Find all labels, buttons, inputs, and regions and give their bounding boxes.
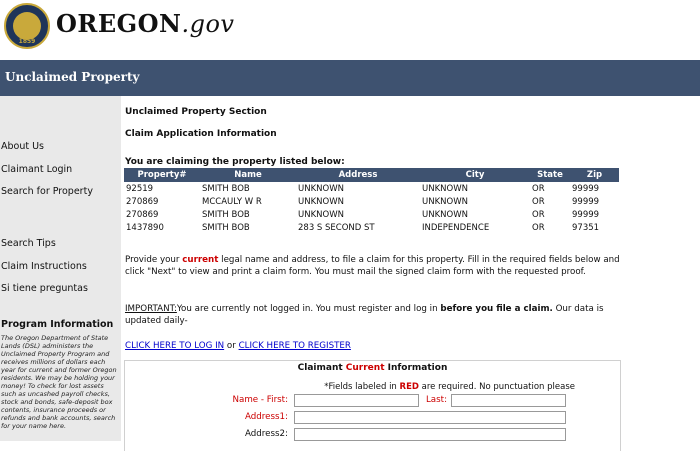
sidebar-item-search-tips[interactable]: Search Tips	[1, 238, 56, 249]
cell-state: OR	[532, 183, 545, 194]
page-subtitle: Claim Application Information	[125, 129, 277, 139]
sidebar-item-claim-instructions[interactable]: Claim Instructions	[1, 261, 87, 272]
last-name-label: Last:	[425, 395, 447, 405]
cell-name: SMITH BOB	[202, 183, 250, 194]
register-link[interactable]: CLICK HERE TO REGISTER	[238, 341, 351, 351]
table-header-row	[124, 168, 619, 182]
col-header-state: State	[530, 168, 570, 182]
seal-emblem	[13, 12, 41, 40]
instructions-text	[125, 254, 620, 278]
form-title-pre: Claimant	[297, 363, 346, 373]
important-label: IMPORTANT:	[125, 304, 177, 314]
form-title	[125, 363, 620, 373]
cell-zip: 99999	[572, 209, 600, 220]
oregon-seal-logo[interactable]	[4, 3, 50, 49]
first-name-label: Name - First:	[232, 395, 288, 405]
claimant-form	[124, 360, 621, 451]
cell-city: UNKNOWN	[422, 196, 468, 207]
important-notice	[125, 303, 620, 327]
address2-label: Address2:	[244, 429, 288, 439]
banner-title: Unclaimed Property	[5, 70, 140, 84]
cell-zip: 99999	[572, 183, 600, 194]
note-red: RED	[399, 382, 419, 392]
program-info-text: The Oregon Department of State Lands (DSL) administers the Unclaimed Property Program and receives millions of dollars each year for current and former Oregon residents. We may be holding your money! To check for lost assets such as uncashed payroll checks, stock and bonds, safe-deposit box contents, insurance proceeds or refunds and bank accounts, search for your name here.	[1, 334, 117, 430]
cell-zip: 97351	[572, 222, 600, 233]
instructions-current: current	[182, 255, 219, 265]
last-name-input[interactable]	[451, 394, 566, 407]
note-post: are required. No punctuation please	[418, 382, 575, 392]
cell-state: OR	[532, 196, 545, 207]
sidebar-item-si-tiene-preguntas[interactable]: Si tiene preguntas	[1, 283, 88, 294]
cell-name: SMITH BOB	[202, 209, 250, 220]
cell-address: UNKNOWN	[298, 209, 344, 220]
program-info-title: Program Information	[1, 319, 114, 330]
address2-input[interactable]	[294, 428, 566, 441]
table-row	[124, 195, 619, 208]
cell-name: MCCAULY W R	[202, 196, 262, 207]
property-table	[124, 168, 619, 234]
cell-address: 283 S SECOND ST	[298, 222, 375, 233]
first-name-input[interactable]	[294, 394, 419, 407]
cell-state: OR	[532, 209, 545, 220]
cell-zip: 99999	[572, 196, 600, 207]
col-header-name: Name	[200, 168, 296, 182]
table-row	[124, 208, 619, 221]
col-header-city: City	[420, 168, 530, 182]
form-title-post: Information	[384, 363, 448, 373]
cell-address: UNKNOWN	[298, 196, 344, 207]
cell-property: 1437890	[126, 222, 164, 233]
sidebar	[0, 96, 121, 441]
cell-property: 270869	[126, 196, 159, 207]
links-or: or	[224, 341, 239, 351]
brand-main: OREGON	[56, 9, 182, 38]
cell-property: 270869	[126, 209, 159, 220]
note-pre: *Fields labeled in	[324, 382, 400, 392]
table-row	[124, 221, 619, 234]
site-header	[0, 0, 700, 55]
instructions-pre: Provide your	[125, 255, 183, 265]
col-header-address: Address	[296, 168, 420, 182]
required-note	[125, 382, 620, 392]
important-text2: Our data is updated daily-	[125, 304, 604, 326]
login-link[interactable]: CLICK HERE TO LOG IN	[125, 341, 225, 351]
sidebar-item-about-us[interactable]: About Us	[1, 141, 45, 152]
seal-year: 1859	[18, 38, 36, 45]
cell-address: UNKNOWN	[298, 183, 344, 194]
page-banner	[0, 60, 700, 96]
instructions-post: legal name and address, to file a claim for this property. Fill in the required fields below and click "Next" to view and print a claim form. You must mail the signed claim form with the requested proof.	[125, 255, 620, 277]
oregon-gov-logo[interactable]	[56, 9, 234, 38]
address1-input[interactable]	[294, 411, 566, 424]
address1-label: Address1:	[244, 412, 288, 422]
cell-city: UNKNOWN	[422, 183, 468, 194]
form-title-current: Current	[345, 363, 385, 373]
col-header-zip: Zip	[570, 168, 619, 182]
section-title: Unclaimed Property Section	[125, 107, 267, 117]
col-header-property: Property#	[124, 168, 200, 182]
sidebar-item-claimant-login[interactable]: Claimant Login	[1, 164, 73, 175]
sidebar-item-search-property[interactable]: Search for Property	[1, 186, 93, 197]
table-row	[124, 182, 619, 195]
important-text: You are currently not logged in. You must register and log in	[176, 304, 441, 314]
claiming-heading: You are claiming the property listed below:	[125, 157, 345, 167]
important-bold: before you file a claim.	[440, 304, 553, 314]
cell-name: SMITH BOB	[202, 222, 250, 233]
brand-suffix: .gov	[181, 10, 235, 38]
auth-links	[125, 341, 351, 351]
cell-city: UNKNOWN	[422, 209, 468, 220]
cell-property: 92519	[126, 183, 154, 194]
cell-city: INDEPENDENCE	[422, 222, 490, 233]
cell-state: OR	[532, 222, 545, 233]
